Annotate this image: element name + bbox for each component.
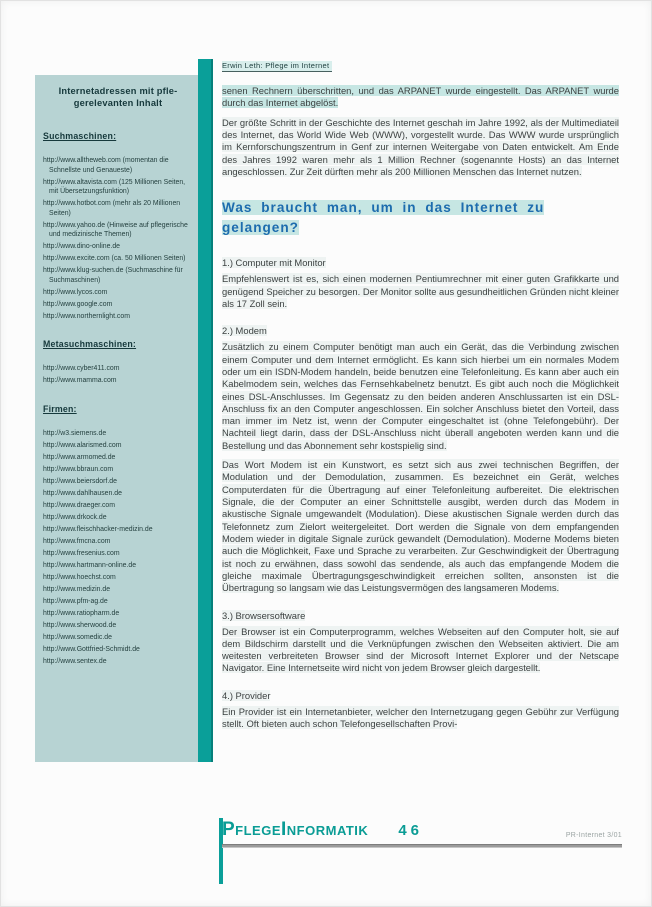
sidebar-link-list [43, 364, 193, 386]
sidebar-link: http://www.hoechst.com [43, 574, 116, 582]
paragraph [222, 706, 619, 731]
issue-label: PR-Internet 3/01 [565, 832, 622, 839]
paragraph [222, 273, 619, 310]
sidebar-link: http://www.ratiopharm.de [43, 610, 120, 618]
sidebar-link: http://www.alarismed.com [43, 441, 122, 449]
article-section [222, 325, 619, 594]
sidebar-link: http://www.fmcna.com [43, 538, 111, 546]
sidebar-link: http://www.sentex.de [43, 658, 107, 666]
sidebar-accent-strip [198, 59, 213, 762]
paragraph-text: Der größte Schritt in der Geschichte des Internet geschah im Jahre 1992, als der Multimediateil des Internet, das World Wide Web (WWW), vorgestellt wurde. Das WWW wurde ursprünglich im Kernforschungszentrum in Genf zur internen Weitergabe von Daten entwickelt. Am Ende des Jahres 1992 waren mehr als 1 Million Rechner (sogenannte Hosts) an das Internet angeschlossen. Zur Zeit dürften mehr als 200 Millionen Menschen das Internet nutzen. [222, 116, 619, 177]
section-label [222, 690, 619, 701]
article-column [222, 55, 619, 737]
sidebar-link: http://www.medizin.de [43, 586, 111, 594]
footer-rule [222, 844, 622, 848]
sidebar-link: http://www.google.com [43, 300, 113, 308]
paragraph-text: senen Rechnern überschritten, und das ARPANET wurde eingestellt. Das ARPANET wurde durch das Internet abgelöst. [222, 85, 619, 109]
article-section [222, 257, 619, 310]
sidebar-link: http://www.fleischhacker-medizin.de [43, 526, 153, 534]
sidebar-body [35, 75, 198, 762]
sidebar-sections [43, 131, 193, 667]
paragraph-text: Das Wort Modem ist ein Kunstwort, es setzt sich aus zwei technischen Begriffen, der Modulation und der Demodulation, zusammen. Es bezeichnet ein Gerät, welches Computerdaten für die Übertragung auf einer Telefonleitung aufbereitet. Die elektrischen Signale, die der Computer an einer Schnittstelle ausgibt, werden durch das Modem in akustische Signale umgewandelt (Modulation). Diese akustischen Signale werden durch das Telefonnetz zum Zielort weitergeleitet. Dort werden die Signale von dem empfangenden Modem wieder in digitale Signale zurück gewandelt (Demodulation). Moderne Modems bieten auch die Möglichkeit, Faxe und Sprache zu verarbeiten. Zur Geschwindigkeit der Übertragung ist noch zu erwähnen, dass sowohl das sendende, als auch das empfangende Modem die gleiche maximale Übertragungsgeschwindigkeit erreichen sollten, ansonsten ist die Übertragung so langsam wie das Leistungsvermögen des langsameren Modems. [222, 459, 619, 594]
paragraph [222, 341, 619, 452]
sidebar-link: http://www.pfm-ag.de [43, 598, 108, 606]
paragraph [222, 459, 619, 594]
section-label-text: 2.) Modem [222, 325, 267, 337]
sidebar-link: http://www.lycos.com [43, 288, 108, 296]
footer-row [222, 820, 622, 839]
sidebar-link: http://www.dino-online.de [43, 243, 120, 251]
sidebar-link: http://www.hartmann-online.de [43, 562, 137, 570]
paragraph-text: Empfehlenswert ist es, sich einen modernen Pentiumrechner mit einer guten Grafikkarte und genügend Speicher zu besorgen. Der Monitor sollte aus gesundheitlichen Gründen nicht kleiner als 17 Zoll sein. [222, 273, 619, 309]
page-number: 46 [398, 822, 423, 839]
section-label [222, 325, 619, 336]
sidebar-link: http://www.beiersdorf.de [43, 477, 117, 485]
article-heading: Was braucht man, um in das Internet zu gelangen? [222, 200, 545, 235]
sidebar-link: http://w3.siemens.de [43, 429, 107, 437]
sidebar-title: Internetadressen mit pfle-gerelevanten Inhalt [58, 86, 178, 109]
sidebar-link: http://www.draeger.com [43, 502, 116, 510]
paragraph [222, 85, 619, 110]
article-section [222, 610, 619, 675]
sidebar-section-heading: Suchmaschinen: [43, 131, 117, 142]
section-label-text: 4.) Provider [222, 689, 271, 701]
section-label [222, 610, 619, 621]
sidebar-link: http://www.cyber411.com [43, 365, 120, 373]
article-section [222, 690, 619, 731]
sidebar-link: http://www.armomed.de [43, 453, 116, 461]
paragraph-text: Zusätzlich zu einem Computer benötigt man auch ein Gerät, das die Verbindung zwischen einem Computer und dem Internet ermöglicht. Es kann sich hierbei um ein normales Modem oder um ein ISDN-Modem handeln, beide benutzen eine Telefonleitung. Es kann aber auch ein Kabelmodem sein, welches das Fernsehkabelnetz benutzt. Es gibt auch noch die Möglichkeit eines DSL-Anschlusses. Im Gegensatz zu den beiden anderen Anschlussarten ist ein DSL-Anschluss fix an den Computer angeschlossen. Ein solcher Anschluss bietet den Vorteil, dass man immer im Netz ist, wenn der Computer eingeschaltet ist (ohne Telefongebühr). Der Nachteil liegt darin, dass der DSL-Anschluss nicht überall angeboten werden kann und die Bestellung und das Abonnement sehr kostspielig sind. [222, 341, 619, 451]
sidebar-link: http://www.klug-suchen.de (Suchmaschine für Suchmaschinen) [43, 267, 183, 284]
paragraph [222, 117, 619, 179]
sidebar-section-heading: Firmen: [43, 403, 77, 414]
sidebar-link: http://www.alltheweb.com (momentan die Schnellste und Genaueste) [43, 157, 169, 174]
paragraph-text: Der Browser ist ein Computerprogramm, welches Webseiten auf den Computer holt, sie auf dem Bildschirm darstellt und die Verknüpfungen zwischen den Webseiten aktiviert. Die am weitesten verbreiteten Browser sind der Microsoft Internet Explorer und der Netscape Navigator. Eine Internetseite wird nicht von jedem Browser gleich dargestellt. [222, 625, 619, 674]
sidebar-link: http://www.sherwood.de [43, 622, 117, 630]
sidebar-link: http://www.altavista.com (125 Millionen Seiten, mit Übersetzungsfunktion) [43, 178, 186, 196]
sidebar-link: http://www.drkock.de [43, 514, 107, 522]
paragraph-text: Ein Provider ist ein Internetanbieter, welcher den Internetzugang gegen Gebühr zur Verfügung stellt. Oft bieten auch schon Telefongesellschaften Provi- [222, 705, 619, 730]
sidebar-link: http://www.Gottfried-Schmidt.de [43, 646, 140, 654]
sidebar-link: http://www.excite.com (ca. 50 Millionen Seiten) [43, 255, 186, 263]
sidebar-link-list [43, 429, 193, 667]
sidebar-link: http://www.northernlight.com [43, 312, 130, 320]
sidebar-link: http://www.mamma.com [43, 377, 117, 385]
sidebar-link: http://www.bbraun.com [43, 465, 114, 473]
sidebar-link: http://www.yahoo.de (Hinweise auf pflegerische und medizinische Themen) [43, 221, 188, 239]
sidebar-link-list [43, 156, 193, 321]
sidebar-link: http://www.hotbot.com (mehr als 20 Millionen Seiten) [43, 200, 181, 217]
sidebar-section-heading: Metasuchmaschinen: [43, 339, 137, 350]
running-header: Erwin Leth: Pflege im Internet [222, 61, 332, 72]
sidebar-link: http://www.somedic.de [43, 634, 112, 642]
sidebar-link: http://www.dahlhausen.de [43, 490, 122, 497]
paragraph [222, 626, 619, 675]
section-label-text: 3.) Browsersoftware [222, 609, 306, 621]
section-label-text: 1.) Computer mit Monitor [222, 257, 326, 269]
article-intro [222, 85, 619, 178]
page-footer [222, 820, 622, 848]
section-label [222, 257, 619, 268]
sidebar-link: http://www.fresenius.com [43, 550, 120, 558]
article-sections [222, 257, 619, 730]
journal-name: PflegeInformatik [222, 819, 369, 840]
sidebar [35, 75, 213, 762]
